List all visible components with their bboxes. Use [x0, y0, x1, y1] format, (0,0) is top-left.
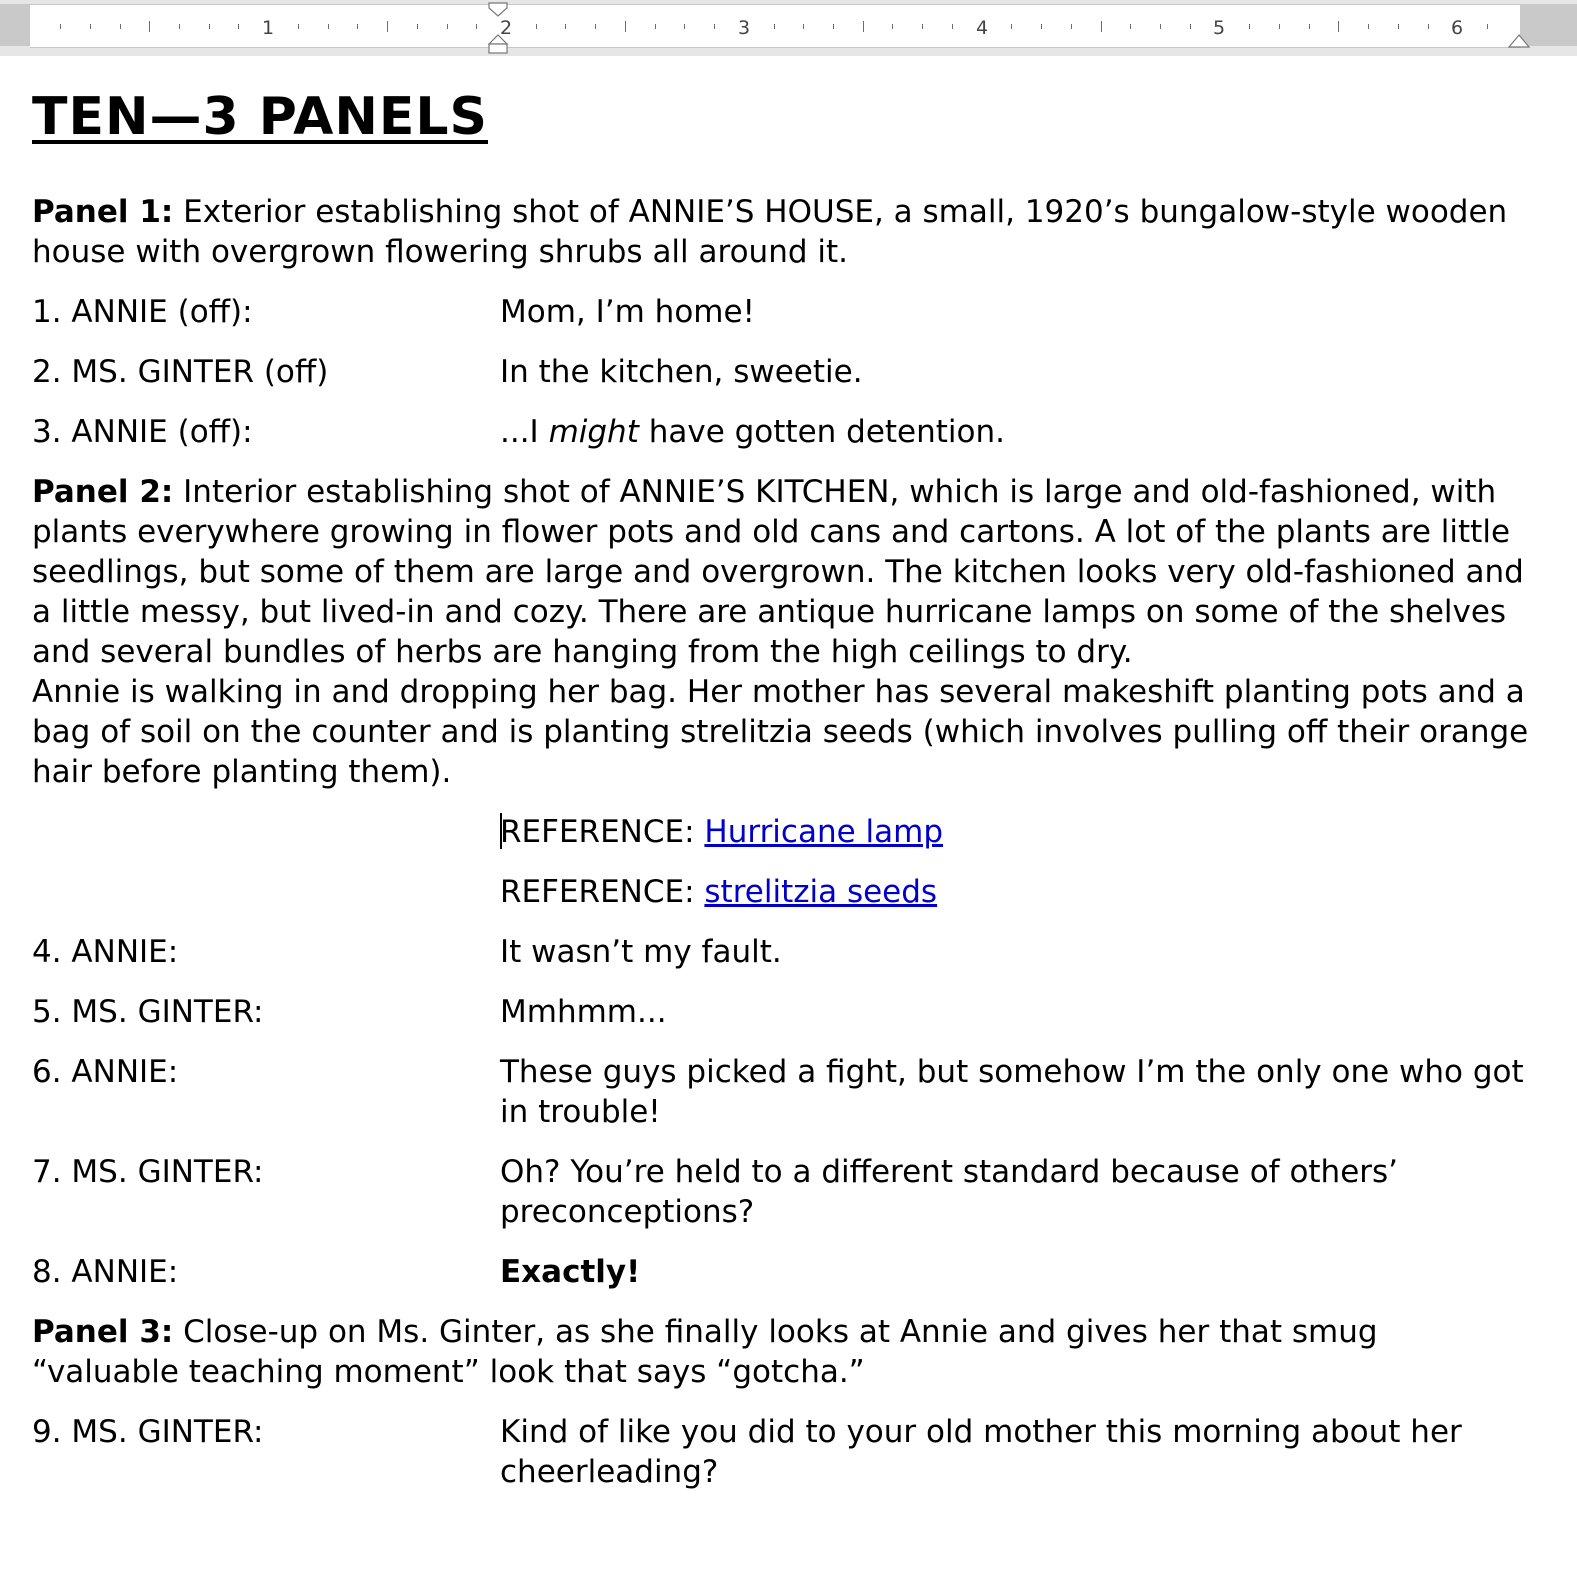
ruler-number: 6 [1450, 17, 1464, 39]
panel-3-description [32, 1312, 1532, 1392]
indent-marker-icon[interactable] [487, 0, 509, 56]
dialogue-text: In the kitchen, sweetie. [500, 354, 863, 390]
dialogue-text: Mom, I’m home! [500, 294, 755, 330]
ruler-tick [1041, 24, 1042, 29]
right-indent-marker-icon[interactable] [1508, 30, 1530, 50]
ruler-tick [922, 24, 923, 29]
ruler-tick [1190, 24, 1191, 29]
dialogue-row [32, 932, 1532, 972]
dialogue-row [32, 352, 1532, 392]
speaker-name: 9. MS. GINTER: [32, 1414, 264, 1450]
panel-2-description [32, 472, 1532, 672]
dialogue-row [32, 1252, 1532, 1292]
speaker-name: 3. ANNIE (off): [32, 414, 253, 450]
ruler-tick [1487, 24, 1488, 29]
ruler-tick [1101, 21, 1102, 32]
ruler-tick [120, 24, 121, 29]
panel-label: Panel 2: [32, 474, 174, 510]
ruler-tick [298, 24, 299, 29]
ruler-tick [1160, 24, 1161, 29]
dialogue-text-part: ...I [500, 414, 549, 450]
ruler-tick [476, 24, 477, 29]
dialogue-row [32, 1412, 1532, 1492]
speaker-name: 6. ANNIE: [32, 1054, 179, 1090]
dialogue-row [32, 1052, 1532, 1132]
ruler-tick [684, 24, 685, 29]
ruler-tick [1428, 24, 1429, 29]
speaker-name: 7. MS. GINTER: [32, 1154, 264, 1190]
dialogue-row [32, 292, 1532, 332]
speaker-name: 5. MS. GINTER: [32, 994, 264, 1030]
dialogue-text: Oh? You’re held to a different standard because of others’ preconceptions? [500, 1154, 1399, 1230]
ruler-tick [417, 24, 418, 29]
ruler-number: 1 [261, 17, 275, 39]
panel-1-description [32, 192, 1532, 272]
dialogue-text [500, 1252, 1532, 1292]
ruler-tick [833, 24, 834, 29]
dialogue-bold: Exactly! [500, 1254, 641, 1290]
ruler-tick [625, 21, 626, 32]
ruler-tick [774, 24, 775, 29]
ruler-number: 4 [975, 17, 989, 39]
document-page[interactable] [32, 86, 1532, 1512]
ruler-tick [1279, 24, 1280, 29]
panel-2-action: Annie is walking in and dropping her bag. Her mother has several makeshift planting pots and a bag of soil on the counter and is planting strelitzia seeds (which involves pulling off their orange hair before planting them). [32, 674, 1529, 790]
ruler-tick [1249, 24, 1250, 29]
ruler-tick [863, 21, 864, 32]
strelitzia-seeds-link[interactable]: strelitzia seeds [704, 874, 938, 910]
reference-label: REFERENCE: [500, 814, 705, 850]
ruler-tick [209, 24, 210, 29]
dialogue-text: Mmhmm... [500, 994, 667, 1030]
speaker-name: 1. ANNIE (off): [32, 294, 253, 330]
ruler-tick [1071, 24, 1072, 29]
dialogue-text: It wasn’t my fault. [500, 934, 782, 970]
document-title: TEN—3 PANELS [32, 87, 489, 147]
dialogue-text [500, 412, 1532, 452]
speaker-name: 4. ANNIE: [32, 934, 179, 970]
ruler-number: 2 [499, 17, 513, 39]
reference-line [32, 812, 1532, 852]
ruler-tick [1338, 21, 1339, 32]
ruler-tick [1368, 24, 1369, 29]
speaker-name: 2. MS. GINTER (off) [32, 354, 329, 390]
ruler-tick [892, 24, 893, 29]
ruler-number: 5 [1212, 17, 1226, 39]
ruler-tick [90, 24, 91, 29]
panel-label: Panel 1: [32, 194, 174, 230]
hurricane-lamp-link[interactable]: Hurricane lamp [704, 814, 944, 850]
ruler-left-margin [0, 4, 30, 46]
speaker-name: 8. ANNIE: [32, 1254, 179, 1290]
ruler-tick [328, 24, 329, 29]
ruler-tick [655, 24, 656, 29]
ruler-tick [238, 24, 239, 29]
horizontal-ruler[interactable] [30, 4, 1520, 48]
dialogue-text: These guys picked a fight, but somehow I’m the only one who got in trouble! [500, 1054, 1524, 1130]
ruler-tick [952, 24, 953, 29]
dialogue-text: Kind of like you did to your old mother this morning about her cheerleading? [500, 1414, 1462, 1490]
ruler-tick [447, 24, 448, 29]
ruler-bar [0, 0, 1577, 56]
ruler-tick [149, 21, 150, 32]
reference-line [32, 872, 1532, 912]
ruler-tick [1011, 24, 1012, 29]
ruler-tick [536, 24, 537, 29]
dialogue-row [32, 412, 1532, 452]
ruler-tick [803, 24, 804, 29]
panel-label: Panel 3: [32, 1314, 174, 1350]
ruler-tick [1130, 24, 1131, 29]
dialogue-emphasis: might [548, 414, 639, 450]
panel-text: Close-up on Ms. Ginter, as she finally looks at Annie and gives her that smug “valuable teaching moment” look that says “gotcha.” [32, 1314, 1378, 1390]
ruler-tick [387, 21, 388, 32]
ruler-tick [60, 24, 61, 29]
panel-text: Exterior establishing shot of ANNIE’S HOUSE, a small, 1920’s bungalow-style wooden house with overgrown flowering shrubs all around it. [32, 194, 1508, 270]
ruler-tick [357, 24, 358, 29]
panel-text: Interior establishing shot of ANNIE’S KITCHEN, which is large and old-fashioned, with plants everywhere growing in flower pots and old cans and cartons. A lot of the plants are little seedlings, but some of them are large and overgrown. The kitchen looks very old-fashioned and a little messy, but lived-in and cozy. There are antique hurricane lamps on some of the shelves and several bundles of herbs are hanging from the high ceilings to dry. [32, 474, 1524, 670]
reference-label: REFERENCE: [500, 874, 705, 910]
ruler-tick [1309, 24, 1310, 29]
dialogue-row [32, 1152, 1532, 1232]
ruler-tick [565, 24, 566, 29]
ruler-tick [1398, 24, 1399, 29]
dialogue-row [32, 992, 1532, 1032]
ruler-number: 3 [737, 17, 751, 39]
ruler-tick [595, 24, 596, 29]
dialogue-text-part: have gotten detention. [638, 414, 1006, 450]
ruler-tick [714, 24, 715, 29]
ruler-tick [179, 24, 180, 29]
